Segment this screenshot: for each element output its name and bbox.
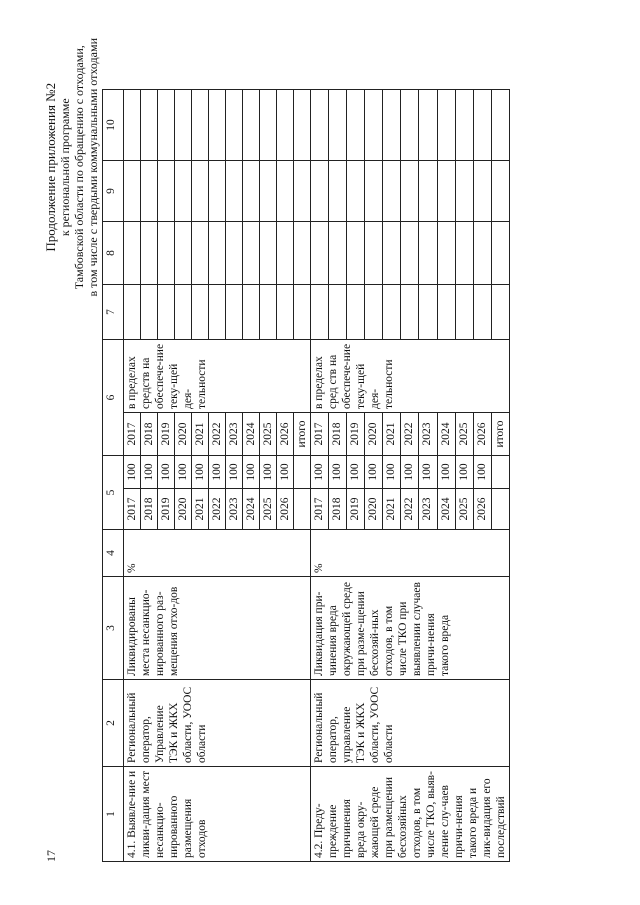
rotated-page-content [40, 30, 600, 870]
empty-cell [419, 90, 437, 161]
empty-cell [455, 222, 473, 285]
funding-year-cell: 2021 [383, 413, 401, 456]
funding-year-cell: 2020 [365, 413, 383, 456]
funding-year-cell: итого [491, 413, 509, 456]
executor-cell: Региональный оператор, управление ТЭК и ЖКХ области, УООС области [311, 680, 510, 767]
empty-cell [277, 90, 294, 161]
funding-year-cell: 2026 [277, 413, 294, 456]
target-value-cell: 100 [260, 456, 277, 489]
empty-cell [491, 90, 509, 161]
empty-cell [141, 285, 158, 340]
target-year-cell: 2017 [311, 489, 329, 530]
empty-cell [329, 161, 347, 222]
funding-year-cell: 2025 [455, 413, 473, 456]
column-header: 10 [103, 90, 124, 161]
empty-cell [491, 285, 509, 340]
target-value-cell: 100 [437, 456, 455, 489]
funding-year-cell: 2019 [347, 413, 365, 456]
empty-cell [260, 90, 277, 161]
target-value-cell: 100 [192, 456, 209, 489]
empty-cell [401, 90, 419, 161]
empty-cell [401, 161, 419, 222]
target-value-cell: 100 [473, 456, 491, 489]
event-cell: 4.1. Выявле-ние и ликви-дация мест несанкцио-нированного размещения отходов [124, 767, 311, 862]
empty-cell [226, 161, 243, 222]
empty-cell [175, 161, 192, 222]
empty-cell [226, 90, 243, 161]
empty-cell [158, 161, 175, 222]
empty-cell [419, 285, 437, 340]
empty-cell [419, 222, 437, 285]
target-value-cell: 100 [209, 456, 226, 489]
funding-year-cell: 2023 [419, 413, 437, 456]
empty-cell [347, 222, 365, 285]
empty-cell [124, 161, 141, 222]
column-header: 5 [103, 456, 124, 530]
empty-cell [365, 285, 383, 340]
executor-cell: Региональный оператор, Управление ТЭК и ЖКХ области, УООС области [124, 680, 311, 767]
funding-source-cell: в пределах средств на обеспече-ние теку-щей дея-тельности [124, 340, 311, 413]
empty-cell [294, 90, 311, 161]
empty-cell [294, 285, 311, 340]
empty-cell [347, 285, 365, 340]
target-value-cell: 100 [158, 456, 175, 489]
target-year-cell: 2024 [437, 489, 455, 530]
target-value-cell: 100 [383, 456, 401, 489]
column-header: 8 [103, 222, 124, 285]
empty-cell [347, 90, 365, 161]
column-number-row [103, 90, 124, 862]
empty-cell [365, 90, 383, 161]
column-header: 1 [103, 767, 124, 862]
empty-cell [329, 285, 347, 340]
empty-cell [158, 222, 175, 285]
target-value-cell: 100 [347, 456, 365, 489]
document-page [40, 30, 600, 870]
target-year-cell: 2021 [383, 489, 401, 530]
empty-cell [243, 285, 260, 340]
empty-cell [260, 285, 277, 340]
empty-cell [311, 161, 329, 222]
target-year-cell: 2023 [226, 489, 243, 530]
empty-cell [437, 285, 455, 340]
funding-year-cell: 2022 [209, 413, 226, 456]
empty-cell [401, 285, 419, 340]
empty-cell [277, 285, 294, 340]
empty-cell [243, 90, 260, 161]
target-value-cell: 100 [175, 456, 192, 489]
empty-cell [294, 222, 311, 285]
header-line-4: в том числе с твердыми коммунальными отходами [86, 38, 100, 297]
target-value-cell [294, 456, 311, 489]
header-line-2: к региональной программе [58, 98, 72, 237]
column-header: 9 [103, 161, 124, 222]
target-year-cell: 2025 [260, 489, 277, 530]
funding-year-cell: итого [294, 413, 311, 456]
funding-year-cell: 2021 [192, 413, 209, 456]
empty-cell [455, 285, 473, 340]
empty-cell [260, 222, 277, 285]
empty-cell [124, 90, 141, 161]
header-line-3: Тамбовской области по обращению с отходами, [72, 45, 86, 290]
target-value-cell: 100 [226, 456, 243, 489]
target-year-cell [294, 489, 311, 530]
empty-cell [383, 161, 401, 222]
table-row [311, 90, 329, 862]
empty-cell [175, 285, 192, 340]
empty-cell [209, 90, 226, 161]
empty-cell [473, 161, 491, 222]
empty-cell [473, 222, 491, 285]
funding-year-cell: 2024 [437, 413, 455, 456]
funding-year-cell: 2022 [401, 413, 419, 456]
funding-year-cell: 2026 [473, 413, 491, 456]
empty-cell [437, 90, 455, 161]
event-cell: 4.2. Преду-преждение причинения вреда окру-жающей среде при размещении бесхозяйных отходов, в том числе ТКО, выяв-ление слу-чаев причи-нения такого вреда и лик-видация его последствий [311, 767, 510, 862]
empty-cell [383, 90, 401, 161]
target-year-cell: 2019 [347, 489, 365, 530]
target-year-cell: 2023 [419, 489, 437, 530]
empty-cell [158, 90, 175, 161]
empty-cell [437, 222, 455, 285]
target-value-cell: 100 [419, 456, 437, 489]
target-year-cell: 2019 [158, 489, 175, 530]
empty-cell [455, 161, 473, 222]
target-year-cell: 2018 [141, 489, 158, 530]
target-year-cell: 2020 [365, 489, 383, 530]
funding-year-cell: 2020 [175, 413, 192, 456]
funding-year-cell: 2023 [226, 413, 243, 456]
target-value-cell: 100 [401, 456, 419, 489]
empty-cell [226, 285, 243, 340]
empty-cell [277, 222, 294, 285]
target-value-cell: 100 [141, 456, 158, 489]
target-value-cell: 100 [365, 456, 383, 489]
empty-cell [192, 222, 209, 285]
empty-cell [141, 90, 158, 161]
document-header [44, 38, 100, 296]
empty-cell [260, 161, 277, 222]
empty-cell [192, 285, 209, 340]
empty-cell [209, 285, 226, 340]
empty-cell [347, 161, 365, 222]
empty-cell [175, 90, 192, 161]
empty-cell [175, 222, 192, 285]
target-value-cell [491, 456, 509, 489]
column-header: 6 [103, 340, 124, 456]
target-year-cell: 2022 [401, 489, 419, 530]
empty-cell [311, 222, 329, 285]
header-line-1: Продолжение приложения №2 [43, 82, 58, 252]
column-header: 4 [103, 530, 124, 577]
column-header: 2 [103, 680, 124, 767]
empty-cell [365, 222, 383, 285]
empty-cell [473, 285, 491, 340]
empty-cell [158, 285, 175, 340]
empty-cell [437, 161, 455, 222]
empty-cell [455, 90, 473, 161]
indicator-cell: Ликвидация при-чинения вреда окружающей среде при разме-щении бесхозяй-ных отходов, в том числе ТКО при выявлении случаев причи-нения такого вреда [311, 577, 510, 680]
funding-year-cell: 2025 [260, 413, 277, 456]
target-value-cell: 100 [455, 456, 473, 489]
funding-source-cell: в пределах сред ств на обеспече-ние теку-щей дея-тельности [311, 340, 510, 413]
empty-cell [491, 161, 509, 222]
empty-cell [124, 222, 141, 285]
indicator-cell: Ликвидированы места несанкцио-нированного раз-мещения отхо-дов [124, 577, 311, 680]
empty-cell [209, 222, 226, 285]
empty-cell [419, 161, 437, 222]
empty-cell [329, 222, 347, 285]
target-year-cell: 2018 [329, 489, 347, 530]
funding-year-cell: 2017 [124, 413, 141, 456]
empty-cell [473, 90, 491, 161]
empty-cell [491, 222, 509, 285]
funding-year-cell: 2018 [329, 413, 347, 456]
empty-cell [383, 222, 401, 285]
empty-cell [141, 161, 158, 222]
empty-cell [243, 222, 260, 285]
target-value-cell: 100 [277, 456, 294, 489]
empty-cell [192, 90, 209, 161]
funding-year-cell: 2024 [243, 413, 260, 456]
table-body [124, 90, 510, 862]
empty-cell [124, 285, 141, 340]
program-table [102, 89, 510, 862]
target-value-cell: 100 [124, 456, 141, 489]
empty-cell [383, 285, 401, 340]
column-header: 7 [103, 285, 124, 340]
empty-cell [401, 222, 419, 285]
empty-cell [294, 161, 311, 222]
target-year-cell: 2020 [175, 489, 192, 530]
unit-cell: % [311, 530, 510, 577]
target-year-cell: 2024 [243, 489, 260, 530]
empty-cell [311, 285, 329, 340]
target-year-cell: 2025 [455, 489, 473, 530]
page-number: 17 [44, 850, 58, 862]
empty-cell [226, 222, 243, 285]
target-year-cell: 2017 [124, 489, 141, 530]
table-row [124, 90, 141, 862]
funding-year-cell: 2019 [158, 413, 175, 456]
target-year-cell: 2026 [473, 489, 491, 530]
empty-cell [243, 161, 260, 222]
empty-cell [277, 161, 294, 222]
empty-cell [209, 161, 226, 222]
funding-year-cell: 2018 [141, 413, 158, 456]
empty-cell [329, 90, 347, 161]
funding-year-cell: 2017 [311, 413, 329, 456]
target-year-cell: 2021 [192, 489, 209, 530]
target-value-cell: 100 [311, 456, 329, 489]
empty-cell [141, 222, 158, 285]
empty-cell [311, 90, 329, 161]
column-header: 3 [103, 577, 124, 680]
target-year-cell: 2022 [209, 489, 226, 530]
target-value-cell: 100 [329, 456, 347, 489]
empty-cell [192, 161, 209, 222]
unit-cell: % [124, 530, 311, 577]
target-year-cell: 2026 [277, 489, 294, 530]
target-year-cell [491, 489, 509, 530]
empty-cell [365, 161, 383, 222]
target-value-cell: 100 [243, 456, 260, 489]
